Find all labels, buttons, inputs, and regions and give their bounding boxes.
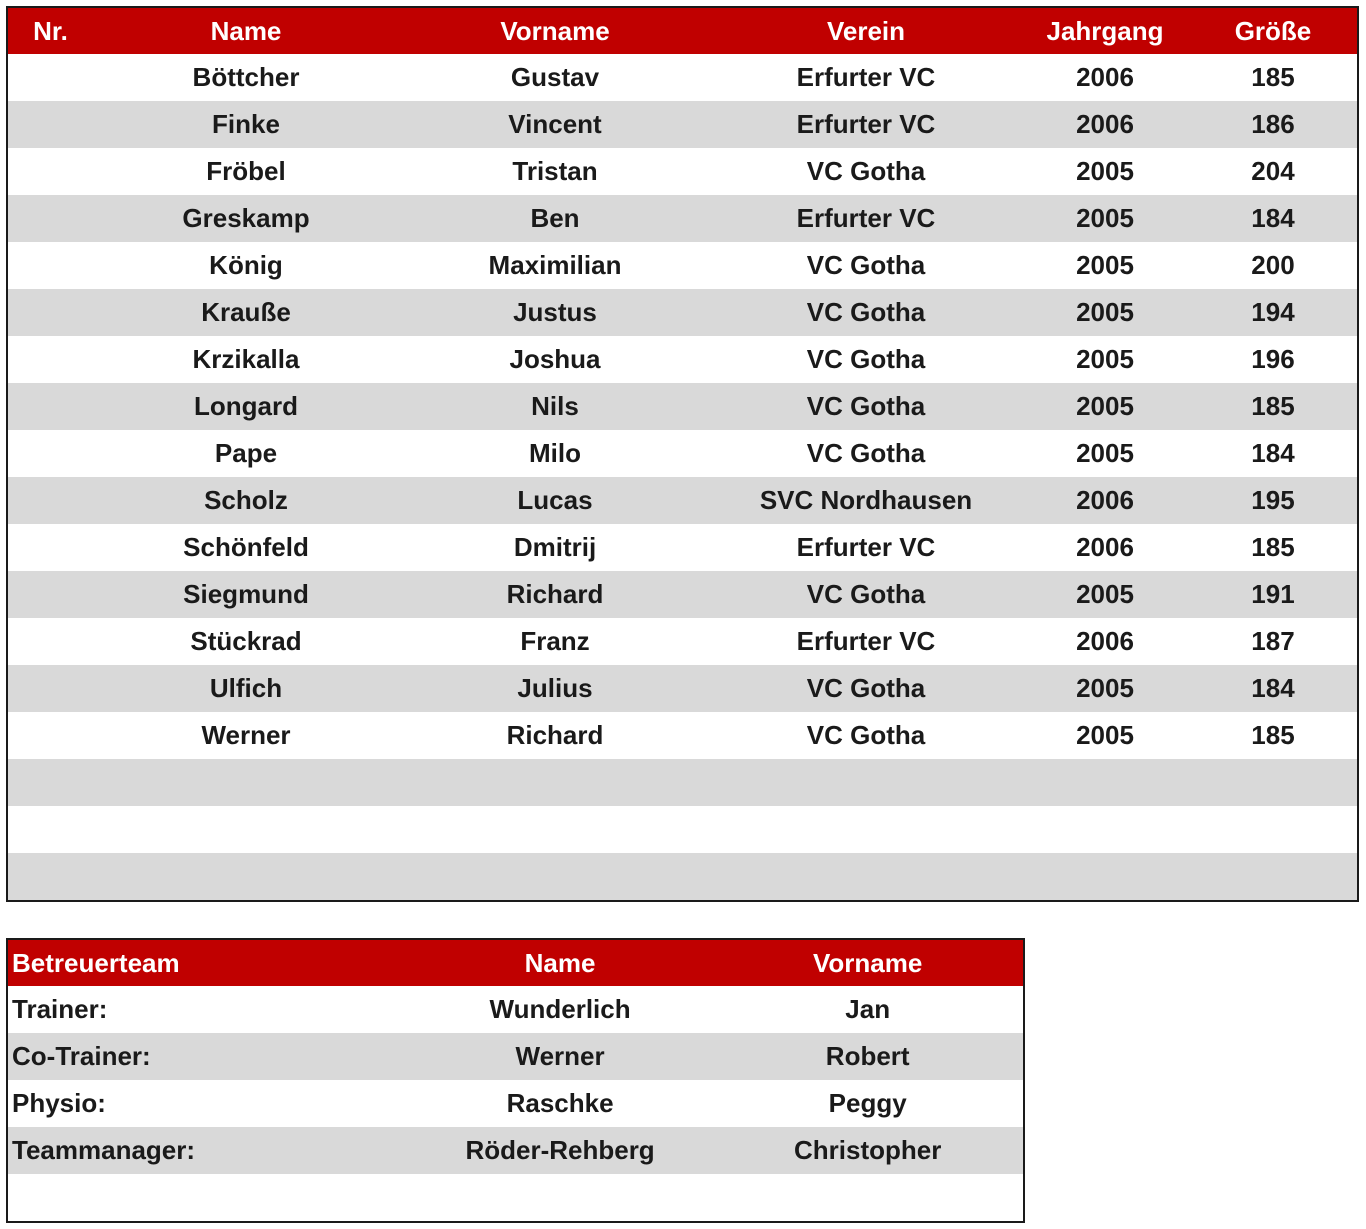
cell-verein [711, 853, 1021, 901]
cell-name: Schönfeld [183, 532, 309, 562]
table-row [7, 336, 1358, 383]
cell-role: Teammanager: [7, 1127, 408, 1174]
table-row [7, 712, 1358, 759]
cell-jahrgang [1021, 759, 1189, 806]
cell-nr [7, 618, 93, 665]
cell-staff-vorname [712, 1174, 1024, 1222]
cell-jahrgang: 2005 [1076, 250, 1134, 280]
table-row [7, 54, 1358, 101]
staff-table [6, 938, 1025, 1223]
cell-nr [7, 712, 93, 759]
cell-staff-vorname: Peggy [828, 1088, 907, 1118]
cell-vorname: Joshua [509, 344, 601, 374]
cell-nr [7, 383, 93, 430]
cell-nr [7, 148, 93, 195]
table-row [7, 806, 1358, 853]
cell-verein: Erfurter VC [796, 532, 936, 562]
cell-vorname [399, 806, 711, 853]
cell-verein: Erfurter VC [796, 62, 936, 92]
cell-groesse: 185 [1251, 62, 1295, 92]
cell-name: Longard [93, 383, 399, 430]
cell-jahrgang: 2005 [1076, 344, 1134, 374]
cell-verein: VC Gotha [806, 438, 926, 468]
cell-jahrgang: 2006 [1076, 532, 1134, 562]
cell-name: Böttcher [192, 62, 300, 92]
cell-nr [7, 195, 93, 242]
table-row [7, 986, 1024, 1033]
col-header-betreuerteam: Betreuerteam [7, 939, 408, 986]
table-row [7, 524, 1358, 571]
cell-nr [7, 853, 93, 901]
cell-nr [7, 759, 93, 806]
cell-vorname [399, 853, 711, 901]
cell-nr [7, 289, 93, 336]
cell-vorname: Lucas [399, 477, 711, 524]
cell-nr [7, 806, 93, 853]
cell-jahrgang: 2006 [1021, 477, 1189, 524]
col-header-name: Name [93, 7, 399, 54]
cell-groesse: 185 [1251, 532, 1295, 562]
cell-name: Fröbel [206, 156, 286, 186]
cell-groesse: 184 [1189, 665, 1358, 712]
cell-staff-name: Raschke [506, 1088, 614, 1118]
cell-jahrgang: 2006 [1021, 101, 1189, 148]
table-row [7, 383, 1358, 430]
col-header-nr: Nr. [7, 7, 93, 54]
table-row [7, 1174, 1024, 1222]
col-header-groesse: Größe [1189, 7, 1358, 54]
cell-jahrgang: 2005 [1076, 438, 1134, 468]
cell-name: Krauße [93, 289, 399, 336]
cell-groesse: 185 [1189, 383, 1358, 430]
table-row [7, 1127, 1024, 1174]
cell-staff-name: Werner [408, 1033, 713, 1080]
cell-nr [7, 571, 93, 618]
cell-verein: VC Gotha [711, 571, 1021, 618]
cell-groesse [1189, 759, 1358, 806]
col-header-staff-vorname: Vorname [712, 939, 1024, 986]
cell-name: Siegmund [93, 571, 399, 618]
cell-name [93, 759, 399, 806]
cell-jahrgang: 2005 [1021, 289, 1189, 336]
cell-vorname: Franz [520, 626, 590, 656]
cell-staff-vorname: Jan [845, 994, 891, 1024]
cell-nr [7, 336, 93, 383]
cell-verein: VC Gotha [806, 720, 926, 750]
table-row [7, 618, 1358, 665]
cell-groesse: 185 [1251, 720, 1295, 750]
cell-vorname: Gustav [510, 62, 600, 92]
cell-jahrgang [1021, 806, 1189, 853]
cell-verein: Erfurter VC [711, 195, 1021, 242]
cell-staff-name [408, 1174, 713, 1222]
cell-role: Trainer: [12, 994, 108, 1024]
cell-jahrgang: 2006 [1076, 62, 1134, 92]
cell-groesse: 204 [1251, 156, 1295, 186]
cell-verein: VC Gotha [806, 250, 926, 280]
table-row [7, 242, 1358, 289]
cell-groesse: 200 [1251, 250, 1295, 280]
cell-vorname: Milo [529, 438, 581, 468]
cell-staff-name: Wunderlich [489, 994, 631, 1024]
cell-vorname: Richard [399, 571, 711, 618]
col-header-verein: Verein [711, 7, 1021, 54]
cell-jahrgang: 2006 [1076, 626, 1134, 656]
cell-vorname: Nils [399, 383, 711, 430]
cell-verein: Erfurter VC [796, 626, 936, 656]
cell-jahrgang: 2005 [1076, 720, 1134, 750]
col-header-staff-name: Name [408, 939, 713, 986]
cell-vorname: Julius [399, 665, 711, 712]
table-row [7, 1033, 1024, 1080]
cell-name: Werner [201, 720, 291, 750]
cell-name [93, 806, 399, 853]
cell-role [7, 1174, 408, 1222]
cell-jahrgang: 2005 [1021, 195, 1189, 242]
cell-groesse: 194 [1189, 289, 1358, 336]
cell-vorname [399, 759, 711, 806]
players-table [6, 6, 1359, 902]
cell-groesse: 186 [1189, 101, 1358, 148]
cell-nr [7, 242, 93, 289]
cell-groesse: 196 [1251, 344, 1295, 374]
cell-nr [7, 524, 93, 571]
table-row [7, 195, 1358, 242]
col-header-jahrgang: Jahrgang [1021, 7, 1189, 54]
cell-name: Greskamp [93, 195, 399, 242]
cell-vorname: Vincent [399, 101, 711, 148]
cell-vorname: Dmitrij [513, 532, 597, 562]
cell-vorname: Richard [506, 720, 604, 750]
cell-vorname: Ben [399, 195, 711, 242]
cell-staff-vorname: Robert [712, 1033, 1024, 1080]
cell-nr [7, 665, 93, 712]
cell-groesse: 184 [1251, 438, 1295, 468]
cell-name: Ulfich [93, 665, 399, 712]
cell-role: Co-Trainer: [7, 1033, 408, 1080]
cell-groesse [1189, 806, 1358, 853]
cell-name: Finke [93, 101, 399, 148]
cell-jahrgang [1021, 853, 1189, 901]
cell-verein: Erfurter VC [711, 101, 1021, 148]
table-row [7, 1080, 1024, 1127]
cell-groesse: 184 [1189, 195, 1358, 242]
players-header-row [7, 7, 1358, 54]
cell-verein: VC Gotha [711, 665, 1021, 712]
cell-verein: SVC Nordhausen [711, 477, 1021, 524]
cell-nr [7, 54, 93, 101]
cell-name: Stückrad [190, 626, 302, 656]
cell-nr [7, 477, 93, 524]
cell-jahrgang: 2005 [1021, 665, 1189, 712]
cell-groesse: 191 [1189, 571, 1358, 618]
cell-groesse: 195 [1189, 477, 1358, 524]
cell-groesse: 187 [1251, 626, 1295, 656]
cell-vorname: Justus [399, 289, 711, 336]
cell-jahrgang: 2005 [1021, 571, 1189, 618]
cell-staff-vorname: Christopher [712, 1127, 1024, 1174]
table-row [7, 759, 1358, 806]
cell-role: Physio: [12, 1088, 106, 1118]
cell-jahrgang: 2005 [1076, 156, 1134, 186]
cell-nr [7, 430, 93, 477]
cell-verein [711, 759, 1021, 806]
cell-nr [7, 101, 93, 148]
staff-header-row [7, 939, 1024, 986]
table-row [7, 430, 1358, 477]
table-row [7, 477, 1358, 524]
cell-jahrgang: 2005 [1021, 383, 1189, 430]
table-row [7, 665, 1358, 712]
cell-name: Pape [214, 438, 278, 468]
cell-verein: VC Gotha [806, 156, 926, 186]
cell-name: Scholz [93, 477, 399, 524]
cell-verein: VC Gotha [806, 344, 926, 374]
col-header-vorname: Vorname [399, 7, 711, 54]
cell-verein: VC Gotha [711, 383, 1021, 430]
cell-vorname: Tristan [512, 156, 598, 186]
table-row [7, 289, 1358, 336]
table-row [7, 148, 1358, 195]
table-row [7, 853, 1358, 901]
cell-name: Krzikalla [192, 344, 300, 374]
cell-verein [711, 806, 1021, 853]
cell-name [93, 853, 399, 901]
cell-groesse [1189, 853, 1358, 901]
cell-vorname: Maximilian [488, 250, 622, 280]
cell-staff-name: Röder-Rehberg [408, 1127, 713, 1174]
cell-name: König [209, 250, 283, 280]
table-row [7, 101, 1358, 148]
table-row [7, 571, 1358, 618]
cell-verein: VC Gotha [711, 289, 1021, 336]
